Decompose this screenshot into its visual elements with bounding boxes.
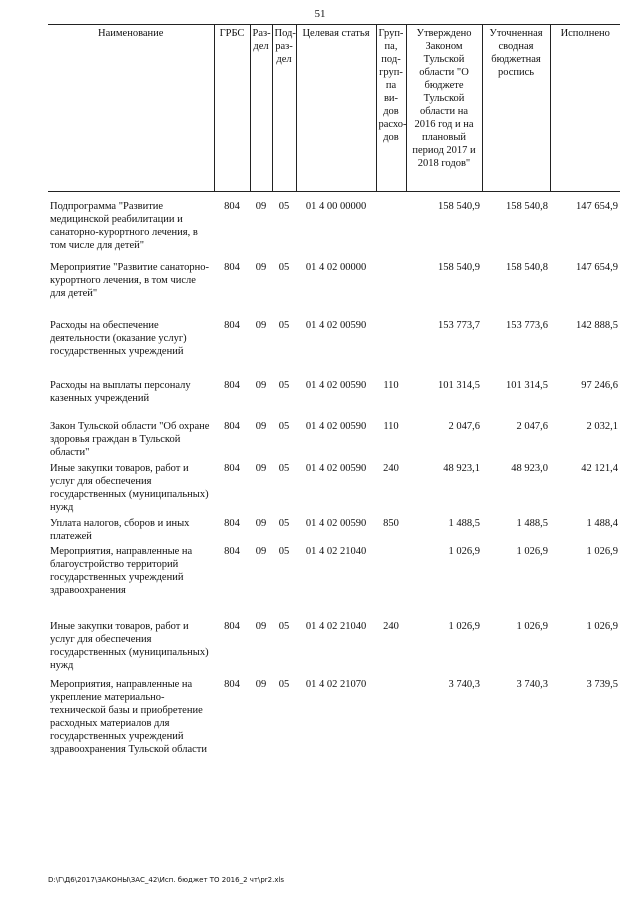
row-grbs: 804 (224, 517, 240, 529)
row-vid (376, 319, 406, 379)
header-target: Целевая статья (296, 25, 376, 192)
row-razdel: 09 (255, 462, 267, 474)
row-podrazdel: 05 (278, 420, 290, 432)
row-razdel: 09 (255, 201, 267, 212)
row-target: 01 4 02 21070 (305, 678, 367, 690)
row-refined: 48 923,0 (511, 462, 548, 474)
row-target: 01 4 02 00000 (305, 261, 367, 273)
row-razdel: 09 (255, 545, 267, 557)
budget-table (48, 24, 620, 756)
header-podrazdel: Под-раз-дел (272, 25, 296, 192)
row-target: 01 4 02 00590 (305, 319, 367, 331)
row-podrazdel: 05 (278, 678, 290, 690)
row-podrazdel: 05 (278, 379, 290, 391)
row-target: 01 4 02 00590 (305, 420, 367, 432)
table-row (48, 462, 620, 517)
row-vid (376, 545, 406, 620)
row-vid: 240 (383, 462, 399, 474)
row-podrazdel: 05 (278, 261, 290, 273)
row-vid: 850 (383, 517, 399, 529)
row-vid: 110 (383, 420, 399, 432)
row-executed: 3 739,5 (586, 678, 618, 690)
row-podrazdel: 05 (278, 319, 290, 331)
row-name: Мероприятия, направленные на благоустройство территорий государственных учреждений здравоохранения (50, 545, 193, 596)
row-name: Мероприятие "Развитие санаторно-курортного лечения, в том числе для детей" (50, 261, 209, 299)
row-grbs: 804 (224, 462, 240, 474)
row-refined: 1 026,9 (516, 545, 548, 557)
row-name: Иные закупки товаров, работ и услуг для обеспечения государственных (муниципальных) нужд (50, 462, 209, 513)
row-vid: 110 (383, 379, 399, 391)
row-refined: 3 740,3 (516, 678, 548, 690)
row-target: 01 4 02 00590 (305, 462, 367, 474)
row-approved: 3 740,3 (448, 678, 480, 690)
header-executed: Исполнено (550, 25, 620, 192)
header-refined: Уточненная сводная бюджетная роспись (482, 25, 550, 192)
table-row (48, 319, 620, 379)
row-target: 01 4 02 21040 (305, 545, 367, 557)
row-name: Подпрограмма "Развитие медицинской реабилитации и санаторно-курортного лечения, в том числе для детей" (50, 201, 198, 251)
row-refined: 1 488,5 (516, 517, 548, 529)
header-razdel: Раз-дел (250, 25, 272, 192)
header-grbs: ГРБС (214, 25, 250, 192)
row-refined: 153 773,6 (506, 319, 548, 331)
row-name: Закон Тульской области "Об охране здоровья граждан в Тульской области" (50, 420, 210, 458)
row-name: Расходы на обеспечение деятельности (оказание услуг) государственных учреждений (50, 319, 187, 357)
row-podrazdel: 05 (278, 462, 290, 474)
row-podrazdel: 05 (278, 545, 290, 557)
row-vid (376, 678, 406, 756)
row-refined: 2 047,6 (516, 420, 548, 432)
row-approved: 48 923,1 (443, 462, 480, 474)
row-razdel: 09 (255, 620, 267, 632)
table-header-row (48, 25, 620, 192)
row-executed: 97 246,6 (581, 379, 618, 391)
row-podrazdel: 05 (278, 201, 290, 212)
row-target: 01 4 02 21040 (305, 620, 367, 632)
table-row (48, 379, 620, 420)
row-vid: 240 (383, 620, 399, 632)
row-name: Мероприятия, направленные на укрепление материально-технической базы и приобретение расходных материалов для государственных учреждений здравоохранения Тульской области (50, 678, 207, 755)
row-target: 01 4 02 00590 (305, 517, 367, 529)
row-executed: 147 654,9 (576, 261, 618, 273)
row-grbs: 804 (224, 261, 240, 273)
row-refined: 1 026,9 (516, 620, 548, 632)
row-grbs: 804 (224, 379, 240, 391)
row-razdel: 09 (255, 420, 267, 432)
row-razdel: 09 (255, 379, 267, 391)
row-name: Уплата налогов, сборов и иных платежей (50, 517, 190, 542)
row-approved: 101 314,5 (438, 379, 480, 391)
row-approved: 1 488,5 (448, 517, 480, 529)
row-refined: 158 540,8 (506, 201, 548, 212)
row-executed: 142 888,5 (576, 319, 618, 331)
row-refined: 158 540,8 (506, 261, 548, 273)
row-grbs: 804 (224, 319, 240, 331)
row-approved: 2 047,6 (448, 420, 480, 432)
row-approved: 158 540,9 (438, 261, 480, 273)
footer-file-path: D:\Г\Д6\2017\ЗАКОНЫ\ЗАС_42\Исп. бюджет ТО 2016_2 чт\pr2.xls (48, 876, 285, 884)
row-target: 01 4 02 00590 (305, 379, 367, 391)
row-razdel: 09 (255, 678, 267, 690)
row-name: Иные закупки товаров, работ и услуг для обеспечения государственных (муниципальных) нужд (50, 620, 209, 671)
row-razdel: 09 (255, 261, 267, 273)
row-grbs: 804 (224, 678, 240, 690)
table-row (48, 420, 620, 462)
row-refined: 101 314,5 (506, 379, 548, 391)
row-executed: 147 654,9 (576, 201, 618, 212)
page-number: 51 (314, 8, 326, 20)
header-name: Наименование (48, 25, 214, 192)
row-grbs: 804 (224, 620, 240, 632)
table-row (48, 261, 620, 319)
header-vid: Груп-па, под-груп-па ви-дов расхо-дов (376, 25, 406, 192)
row-razdel: 09 (255, 517, 267, 529)
row-executed: 1 488,4 (586, 517, 618, 529)
row-grbs: 804 (224, 420, 240, 432)
row-vid (376, 261, 406, 319)
row-podrazdel: 05 (278, 517, 290, 529)
row-grbs: 804 (224, 545, 240, 557)
table-row (48, 620, 620, 678)
table-row (48, 517, 620, 545)
header-approved: Утверждено Законом Тульской области "О бюджете Тульской области на 2016 год и на плановый период 2017 и 2018 годов" (406, 25, 482, 192)
row-executed: 1 026,9 (586, 545, 618, 557)
row-grbs: 804 (224, 201, 240, 212)
row-approved: 1 026,9 (448, 620, 480, 632)
row-target: 01 4 00 00000 (305, 201, 367, 212)
row-approved: 153 773,7 (438, 319, 480, 331)
row-approved: 1 026,9 (448, 545, 480, 557)
table-row (48, 192, 620, 261)
row-podrazdel: 05 (278, 620, 290, 632)
row-executed: 2 032,1 (586, 420, 618, 432)
row-name: Расходы на выплаты персоналу казенных учреждений (50, 379, 191, 404)
table-row (48, 678, 620, 756)
row-executed: 42 121,4 (581, 462, 618, 474)
row-vid (376, 192, 406, 261)
table-row (48, 545, 620, 620)
row-approved: 158 540,9 (438, 201, 480, 212)
row-razdel: 09 (255, 319, 267, 331)
row-executed: 1 026,9 (586, 620, 618, 632)
